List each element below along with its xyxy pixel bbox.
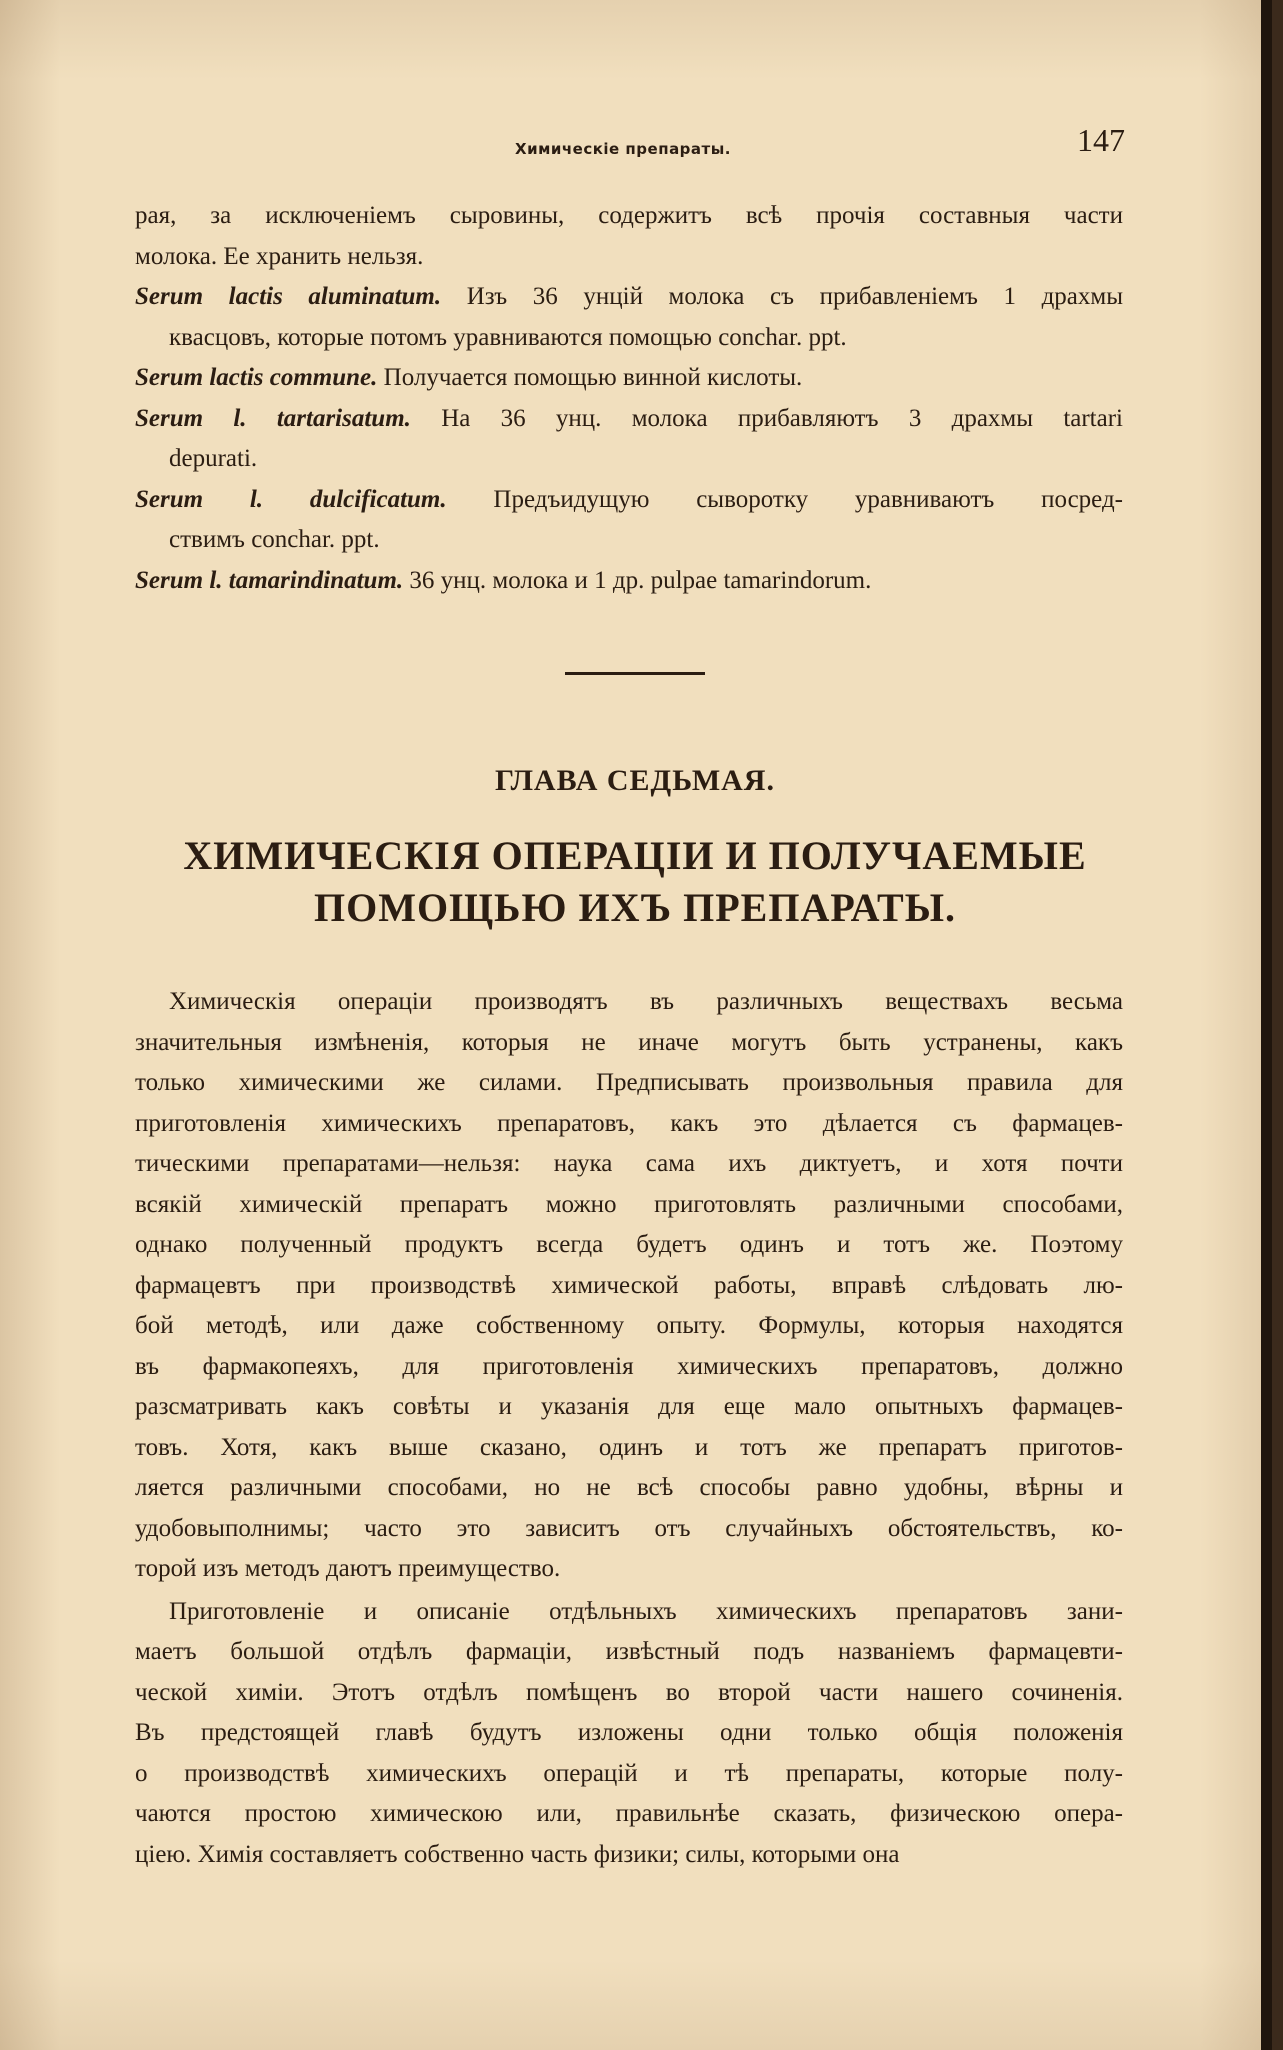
entry-first-line xyxy=(135,399,1123,440)
paragraph-line: удобовыполнимы; часто это зависитъ отъ случайныхъ обстоятельствъ, ко- xyxy=(135,1514,1123,1542)
paragraph-line: всякій химическій препаратъ можно приготовлять различными способами, xyxy=(135,1190,1123,1218)
paragraph-line: торой изъ методъ даютъ преимущество. xyxy=(135,1555,561,1582)
intro-line: рая, за исключеніемъ сыровины, содержитъ всѣ прочія составныя части xyxy=(135,202,1123,229)
entry-term: Serum l. tartarisatum. xyxy=(135,404,411,432)
entry-term: Serum l. dulcificatum. xyxy=(135,485,447,513)
chapter-label: ГЛАВА СЕДЬМАЯ. xyxy=(495,764,775,797)
paragraph xyxy=(135,982,1123,1590)
paragraph-line: тическими препаратами—нельзя: наука сама ихъ диктуетъ, и хотя почти xyxy=(135,1150,1123,1177)
page-edge-shadow xyxy=(1261,0,1272,2050)
chapter-title-line: ПОМОЩЬЮ ИХЪ ПРЕПАРАТЫ. xyxy=(314,885,956,930)
paragraph-line: однако полученный продуктъ всегда будетъ одинъ и тотъ же. Поэтому xyxy=(135,1231,1123,1258)
chapter-title-line: ХИМИЧЕСКІЯ ОПЕРАЦІИ И ПОЛУЧАЕМЫЕ xyxy=(183,833,1087,878)
paragraph-line: товъ. Хотя, какъ выше сказано, одинъ и тотъ же препаратъ приготов- xyxy=(135,1433,1123,1461)
paragraph xyxy=(135,1592,1123,1876)
entry-text: 36 унц. молока и 1 др. pulpae tamarindorum. xyxy=(409,566,872,594)
entry-continuation: ствимъ conchar. ppt. xyxy=(169,526,380,553)
entry-text: На 36 унц. молока прибавляютъ 3 драхмы tartari xyxy=(441,404,1123,432)
running-head: Химическіе препараты. xyxy=(515,140,732,158)
serum-entries xyxy=(135,196,1123,601)
section-divider xyxy=(565,672,705,675)
intro-line: молока. Ее хранить нельзя. xyxy=(135,242,424,270)
paragraph-line: разсматривать какъ совѣты и указанія для еще мало опытныхъ фармацев- xyxy=(135,1393,1123,1420)
paragraph-line: ческой химіи. Этотъ отдѣлъ помѣщенъ во второй части нашего сочиненія. xyxy=(135,1678,1123,1706)
chapter-title xyxy=(0,830,1270,934)
entry-serum-dulcificatum xyxy=(135,480,1123,561)
paragraph-line: ляется различными способами, но не всѣ способы равно удобны, вѣрны и xyxy=(135,1474,1123,1501)
paragraph-line: фармацевтъ при производствѣ химической работы, вправѣ слѣдовать лю- xyxy=(135,1271,1123,1299)
paragraph-line: о производствѣ химическихъ операцій и тѣ препараты, которые полу- xyxy=(135,1759,1123,1787)
paragraph-line: ціею. Химія составляетъ собственно часть физики; силы, которыми она xyxy=(135,1840,900,1868)
chapter-body xyxy=(135,982,1123,1875)
page-header xyxy=(135,122,1125,162)
paragraph-line: значительныя измѣненія, которыя не иначе могутъ быть устранены, какъ xyxy=(135,1028,1123,1056)
paragraph-line: Въ предстоящей главѣ будутъ изложены одни только общія положенія xyxy=(135,1719,1123,1746)
entry-first-line xyxy=(135,277,1123,318)
page-number: 147 xyxy=(1077,122,1125,158)
entry-text: Изъ 36 унцій молока съ прибавленіемъ 1 драхмы xyxy=(466,283,1124,310)
entry-text: Получается помощью винной кислоты. xyxy=(383,364,803,391)
entry-serum-tartarisatum xyxy=(135,399,1123,480)
paragraph-line: Химическія операціи производятъ въ различныхъ веществахъ весьма xyxy=(169,988,1123,1015)
paragraph-line: только химическими же силами. Предписывать произвольныя правила для xyxy=(135,1069,1123,1096)
entry-term: Serum lactis commune. xyxy=(135,364,378,391)
entry-term: Serum lactis aluminatum. xyxy=(135,283,442,310)
entry-serum-aluminatum xyxy=(135,277,1123,358)
paragraph-line: Приготовленіе и описаніе отдѣльныхъ химическихъ препаратовъ зани- xyxy=(169,1597,1123,1625)
paragraph-line: бой методѣ, или даже собственному опыту. Формулы, которыя находятся xyxy=(135,1312,1123,1339)
entry-first-line xyxy=(135,358,1123,399)
paragraph-line: маетъ большой отдѣлъ фармаціи, извѣстный подъ названіемъ фармацевти- xyxy=(135,1638,1123,1665)
entry-serum-tamarindinatum xyxy=(135,561,1123,602)
entry-term: Serum l. tamarindinatum. xyxy=(135,566,404,594)
entry-first-line xyxy=(135,480,1123,521)
paragraph-line: въ фармакопеяхъ, для приготовленія химическихъ препаратовъ, должно xyxy=(135,1352,1123,1380)
entry-text: Предъидущую сыворотку уравниваютъ посред- xyxy=(493,485,1123,513)
entry-first-line xyxy=(135,561,1123,602)
entry-serum-commune xyxy=(135,358,1123,399)
entry-continuation: квасцовъ, которые потомъ уравниваются помощью conchar. ppt. xyxy=(169,323,847,351)
entry-continuation: depurati. xyxy=(169,445,258,472)
paragraph-line: чаются простою химическою или, правильнѣе сказать, физическою опера- xyxy=(135,1800,1123,1827)
paragraph-line: приготовленія химическихъ препаратовъ, какъ это дѣлается съ фармацев- xyxy=(135,1109,1123,1137)
